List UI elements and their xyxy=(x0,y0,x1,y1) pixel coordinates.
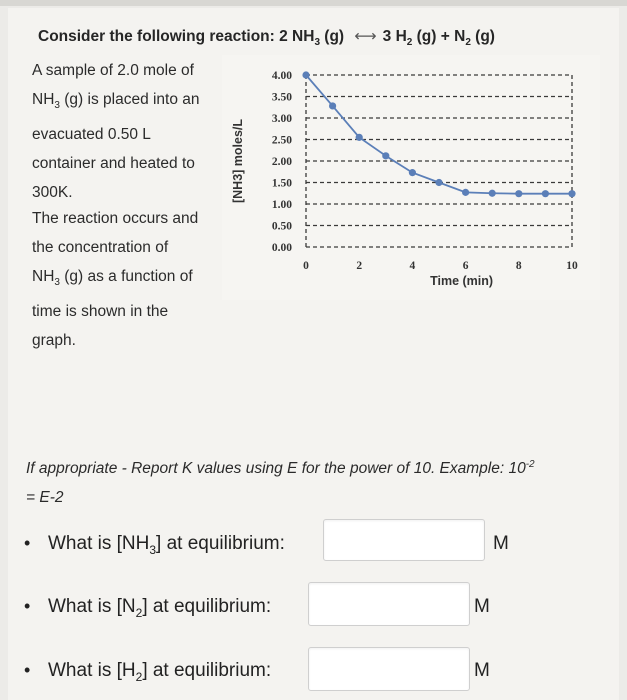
x-axis-label: Time (min) xyxy=(430,274,494,288)
bullet-icon: • xyxy=(24,533,31,553)
n2-equilibrium-input[interactable] xyxy=(308,582,470,626)
data-point xyxy=(302,71,309,78)
problem-description xyxy=(32,56,227,207)
desc-line: evacuated 0.50 L xyxy=(32,126,151,144)
x-tick-label: 8 xyxy=(515,260,522,272)
data-point xyxy=(542,190,549,197)
desc-line: 300K. xyxy=(32,184,73,202)
y-axis-label: [NH3] moles/L xyxy=(231,118,245,204)
top-border xyxy=(0,0,627,6)
desc-line: container and heated to xyxy=(32,155,195,173)
desc-line: time is shown in the xyxy=(32,303,169,321)
data-point xyxy=(435,179,442,186)
nh3-equilibrium-input[interactable] xyxy=(323,519,485,561)
data-point xyxy=(382,152,389,159)
desc-line: $NH_3$ (g) as a function of xyxy=(32,268,193,289)
instruction-note: If appropriate - Report K values using E for the power of 10. Example: $10^{-2}$ = E-2 xyxy=(26,459,535,507)
question-nh3: • What is $[NH_3]$ at equilibrium: xyxy=(24,533,285,557)
question-n2: • What is $[N_2]$ at equilibrium: xyxy=(24,596,272,620)
desc-line: graph. xyxy=(32,332,76,350)
x-tick-label: 10 xyxy=(566,260,578,272)
y-tick-label: 4.00 xyxy=(271,70,292,82)
reaction-title: Consider the following reaction: 2 $NH_3$ (g) ⟷ 3 $H_2$ $(g) + N_2$ (g) xyxy=(38,28,495,49)
data-point xyxy=(515,190,522,197)
x-tick-label: 0 xyxy=(303,260,309,272)
data-point xyxy=(329,102,336,109)
y-tick-label: 3.50 xyxy=(271,91,292,104)
x-tick-label: 4 xyxy=(409,260,416,272)
x-tick-label: 2 xyxy=(356,260,363,272)
h2-equilibrium-input[interactable] xyxy=(308,647,470,691)
question-h2: • What is $[H_2]$ at equilibrium: xyxy=(24,660,272,684)
data-point xyxy=(409,169,416,176)
desc-line: the concentration of xyxy=(32,239,169,256)
data-point xyxy=(356,134,363,141)
y-tick-label: 1.00 xyxy=(271,199,292,211)
y-tick-label: 2.50 xyxy=(271,134,292,147)
y-tick-label: 1.50 xyxy=(271,177,292,190)
y-tick-label: 2.00 xyxy=(271,156,292,168)
concentration-chart xyxy=(222,55,602,305)
data-point xyxy=(462,189,469,196)
n2-unit-label: M xyxy=(474,596,490,617)
y-tick-label: 0.50 xyxy=(271,220,292,233)
desc-line: A sample of 2.0 mole of xyxy=(32,62,194,79)
desc-line: The reaction occurs and xyxy=(32,210,199,227)
equilibrium-arrow-icon: ⟷ xyxy=(354,28,377,45)
problem-description-2 xyxy=(32,204,227,355)
desc-line: $NH_3$ (g) is placed into an xyxy=(32,91,200,112)
data-point xyxy=(489,190,496,197)
h2-unit-label: M xyxy=(474,660,490,681)
x-tick-label: 6 xyxy=(462,260,469,272)
series-line xyxy=(306,75,572,194)
bullet-icon: • xyxy=(24,660,31,680)
nh3-unit-label: M xyxy=(493,533,509,554)
chart-svg xyxy=(222,55,602,305)
data-point xyxy=(568,190,575,197)
bullet-icon: • xyxy=(24,596,31,616)
y-tick-label: 3.00 xyxy=(271,113,292,125)
y-tick-label: 0.00 xyxy=(271,242,292,254)
